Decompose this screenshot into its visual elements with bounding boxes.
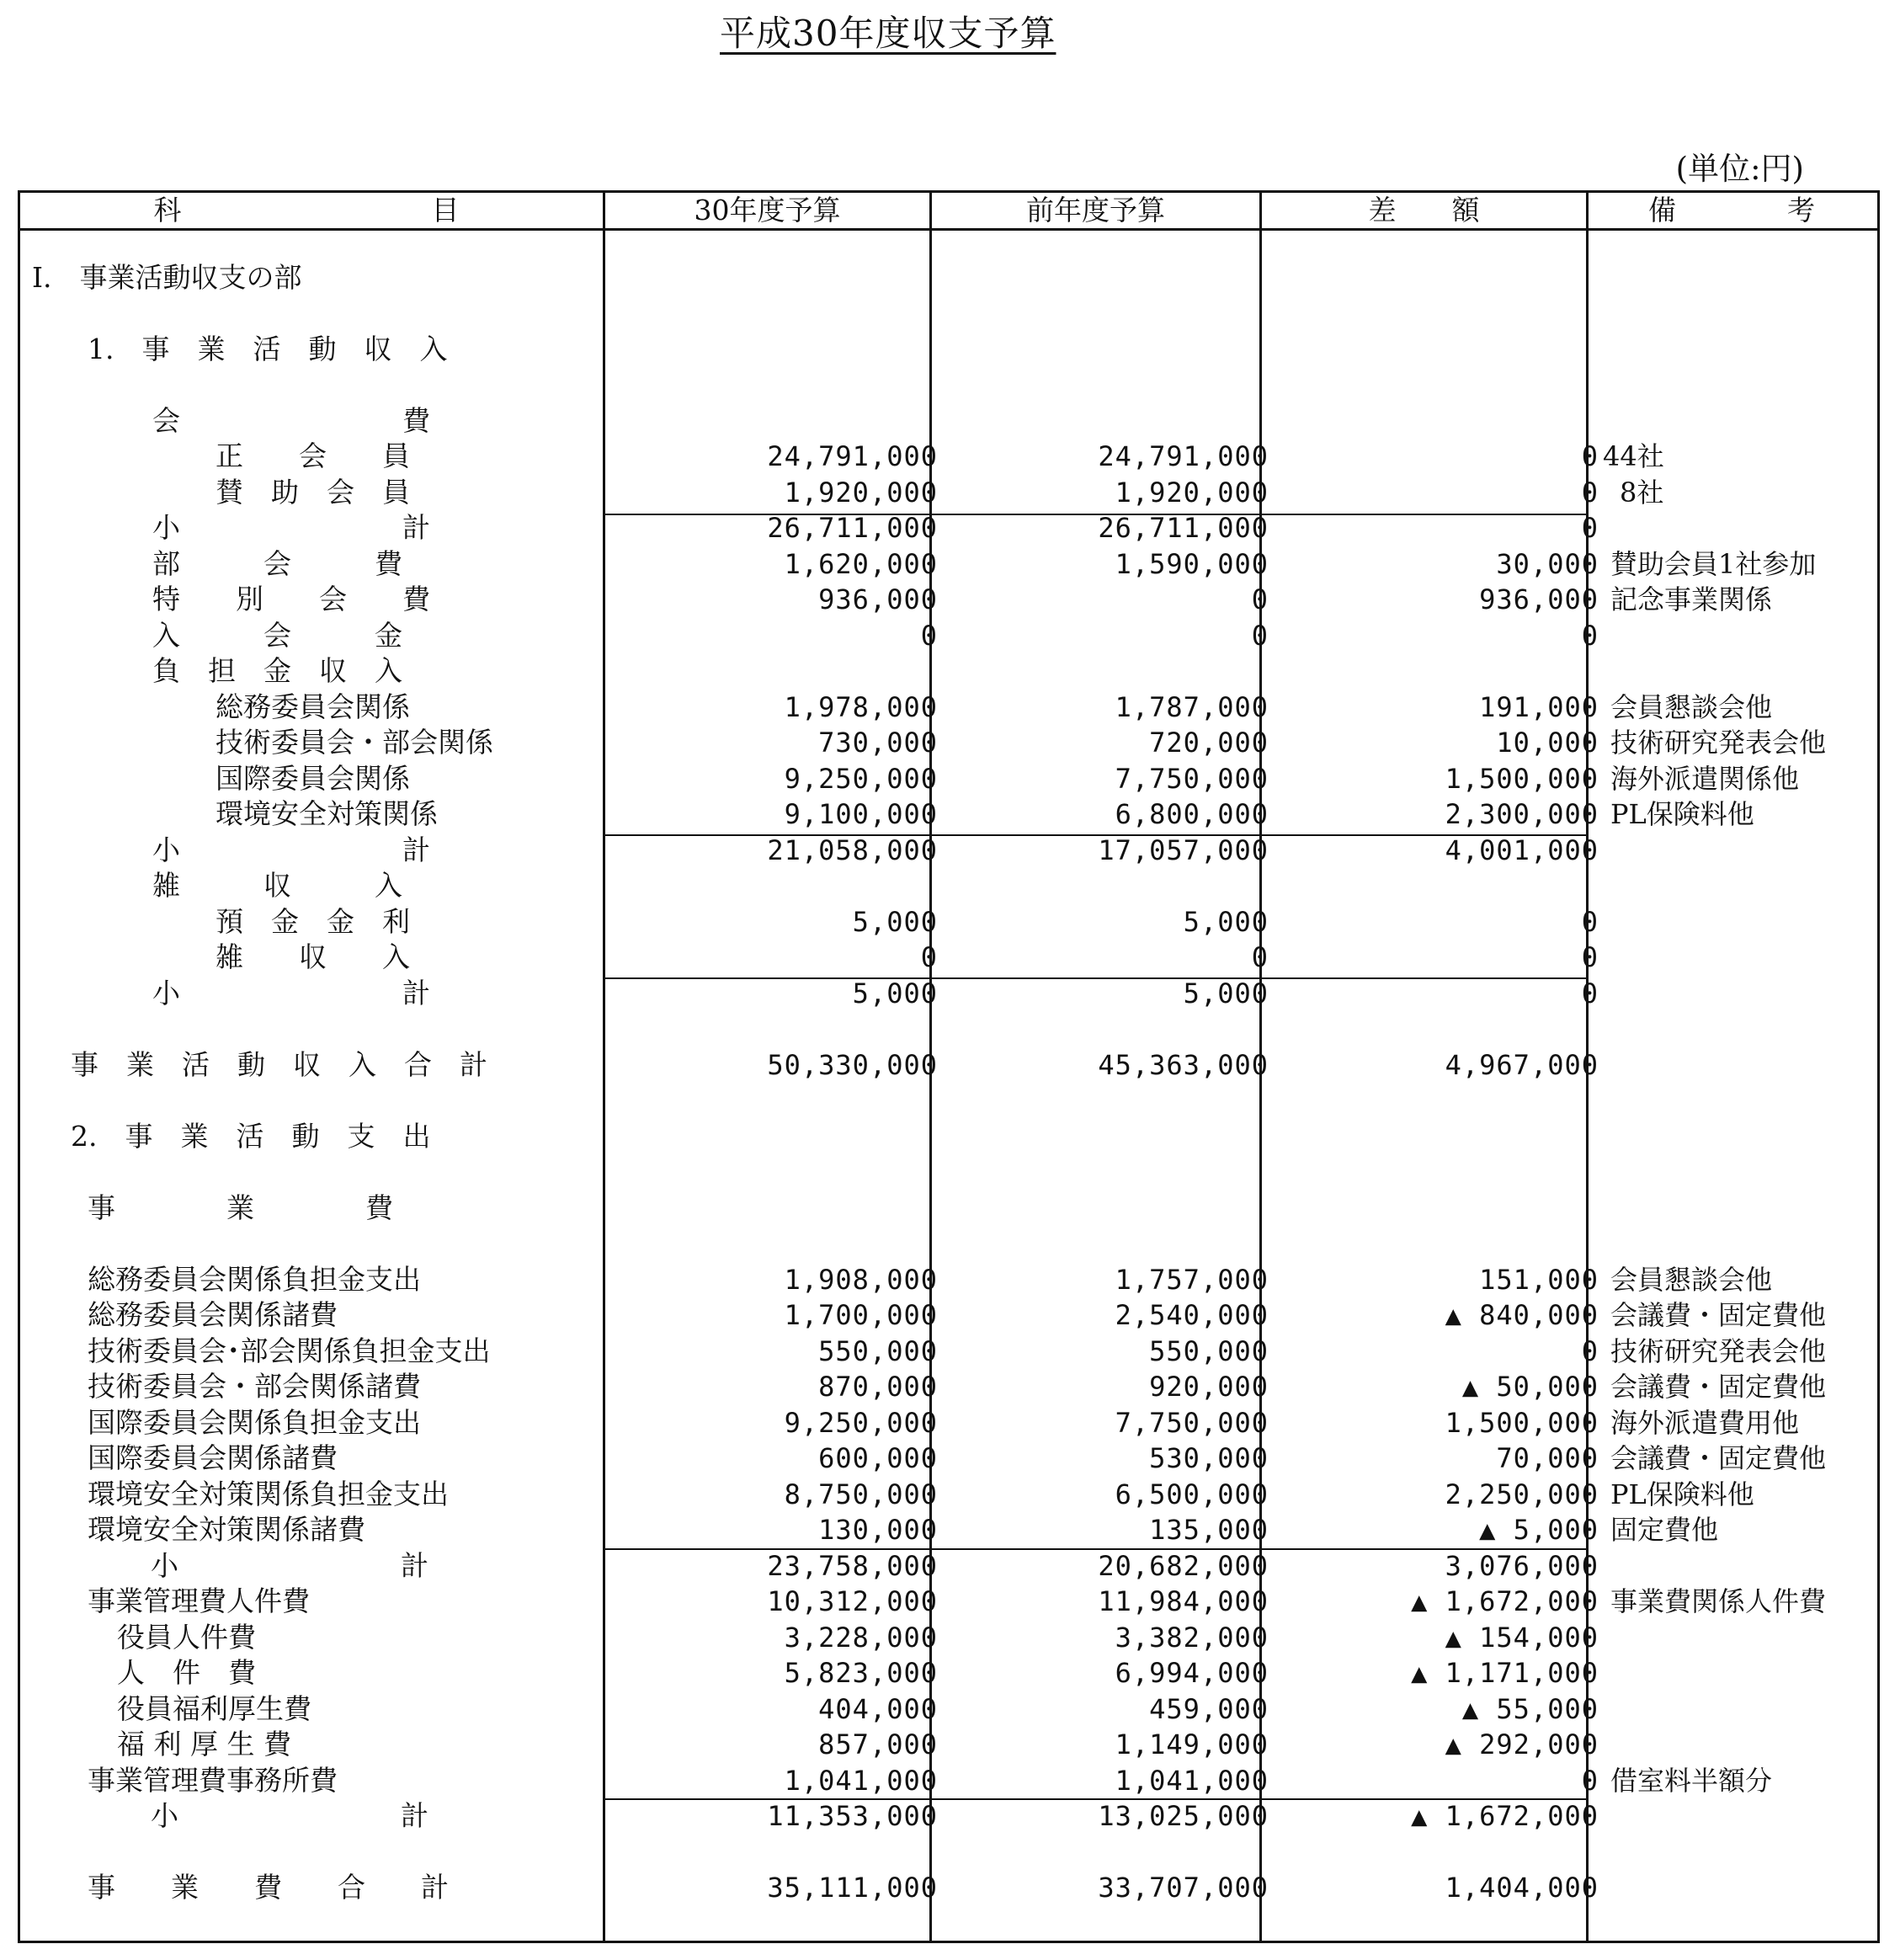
diff-value: 10,000 — [1496, 727, 1599, 759]
row-label: 事業管理費事務所費 — [88, 1764, 338, 1797]
note-value: 賛助会員1社参加 — [1610, 548, 1817, 580]
table-row — [20, 1727, 1882, 1762]
diff-value: ▲ 154,000 — [1445, 1622, 1599, 1654]
note-value: 会員懇談会他 — [1610, 1264, 1773, 1296]
diff-value: 151,000 — [1479, 1264, 1599, 1296]
diff-value: 70,000 — [1496, 1442, 1599, 1474]
row-label: 賛 助 会 員 — [216, 476, 410, 509]
note-value: 固定費他 — [1610, 1514, 1719, 1546]
budget-value: 9,100,000 — [784, 798, 938, 830]
table-row — [20, 618, 1882, 653]
table-row — [20, 1584, 1882, 1619]
table-row — [20, 868, 1882, 903]
note-value: 会議費・固定費他 — [1610, 1299, 1827, 1331]
table-row — [20, 976, 1882, 1011]
row-label: 総務委員会関係負担金支出 — [88, 1263, 421, 1296]
row-label: 総務委員会関係諸費 — [88, 1298, 338, 1331]
budget-value: 0 — [920, 941, 938, 973]
diff-value: ▲ 840,000 — [1445, 1299, 1599, 1331]
prev-value: 1,149,000 — [1115, 1728, 1269, 1760]
note-value: 技術研究発表会他 — [1610, 1335, 1827, 1367]
prev-value: 13,025,000 — [1098, 1800, 1269, 1832]
budget-value: 3,228,000 — [784, 1622, 938, 1654]
prev-value: 11,984,000 — [1098, 1585, 1269, 1617]
row-label: 小 計 — [152, 977, 430, 1009]
row-label: 預 金 金 利 — [216, 905, 410, 938]
prev-value: 0 — [1251, 941, 1269, 973]
note-value: 技術研究発表会他 — [1610, 727, 1827, 759]
row-label: 国際委員会関係 — [216, 762, 410, 795]
row-label: 総務委員会関係 — [216, 690, 410, 723]
row-label: 福 利 厚 生 費 — [117, 1728, 291, 1760]
prev-value: 1,590,000 — [1115, 548, 1269, 580]
prev-value: 135,000 — [1149, 1514, 1269, 1546]
diff-value: 0 — [1581, 1765, 1599, 1797]
prev-value: 6,500,000 — [1115, 1478, 1269, 1510]
diff-value: ▲ 292,000 — [1445, 1728, 1599, 1760]
prev-value: 5,000 — [1183, 977, 1269, 1009]
row-label: 正 会 員 — [216, 439, 410, 472]
prev-value: 6,994,000 — [1115, 1657, 1269, 1689]
prev-value: 1,041,000 — [1115, 1765, 1269, 1797]
table-row — [20, 1405, 1882, 1441]
table-row — [20, 1190, 1882, 1226]
row-label: 小 計 — [152, 511, 430, 544]
row-label: 部 会 費 — [152, 547, 402, 580]
diff-value: ▲ 5,000 — [1479, 1514, 1599, 1546]
row-label: 事 業 活 動 収 入 合 計 — [71, 1048, 487, 1081]
prev-value: 45,363,000 — [1098, 1049, 1269, 1081]
table-row — [20, 546, 1882, 582]
prev-value: 1,757,000 — [1115, 1264, 1269, 1296]
budget-value: 5,000 — [852, 977, 938, 1009]
table-row — [20, 1262, 1882, 1297]
table-row — [20, 475, 1882, 510]
table-row — [20, 1369, 1882, 1404]
prev-value: 530,000 — [1149, 1442, 1269, 1474]
table-row — [20, 796, 1882, 832]
table-row — [20, 1512, 1882, 1547]
row-label: 入 会 金 — [152, 619, 402, 652]
prev-value: 0 — [1251, 583, 1269, 615]
table-row — [20, 690, 1882, 725]
budget-value: 1,978,000 — [784, 691, 938, 723]
row-label: 国際委員会関係諸費 — [88, 1441, 338, 1474]
row-label: 役員福利厚生費 — [117, 1692, 311, 1725]
diff-value: 0 — [1581, 941, 1599, 973]
budget-value: 857,000 — [818, 1728, 938, 1760]
table-row — [20, 1119, 1882, 1154]
budget-value: 1,920,000 — [784, 477, 938, 509]
prev-value: 920,000 — [1149, 1371, 1269, 1403]
header-prev: 前年度予算 — [1026, 194, 1165, 226]
diff-value: 3,076,000 — [1445, 1550, 1599, 1582]
note-value: 事業費関係人件費 — [1610, 1585, 1827, 1617]
diff-value: 936,000 — [1479, 583, 1599, 615]
table-row — [20, 940, 1882, 975]
note-value: 記念事業関係 — [1610, 583, 1773, 615]
diff-value: 1,500,000 — [1445, 1407, 1599, 1439]
budget-value: 936,000 — [818, 583, 938, 615]
table-row — [20, 833, 1882, 868]
budget-value: 550,000 — [818, 1335, 938, 1367]
prev-value: 5,000 — [1183, 906, 1269, 938]
row-label: 環境安全対策関係負担金支出 — [88, 1478, 449, 1510]
diff-value: ▲ 1,171,000 — [1411, 1657, 1599, 1689]
diff-value: ▲ 55,000 — [1461, 1693, 1599, 1725]
table-row — [20, 1763, 1882, 1798]
header-budget: 30年度予算 — [694, 194, 841, 226]
prev-value: 20,682,000 — [1098, 1550, 1269, 1582]
budget-value: 23,758,000 — [767, 1550, 938, 1582]
diff-value: 191,000 — [1479, 691, 1599, 723]
prev-value: 459,000 — [1149, 1693, 1269, 1725]
budget-value: 1,700,000 — [784, 1299, 938, 1331]
budget-value: 11,353,000 — [767, 1800, 938, 1832]
budget-value: 24,791,000 — [767, 440, 938, 472]
table-row — [20, 510, 1882, 546]
budget-value: 9,250,000 — [784, 763, 938, 795]
row-label: 技術委員会・部会関係諸費 — [88, 1370, 421, 1403]
row-label: 事業管理費人件費 — [88, 1585, 310, 1617]
note-value: PL保険料他 — [1610, 798, 1754, 830]
row-label: 特 別 会 費 — [152, 583, 430, 615]
budget-value: 870,000 — [818, 1371, 938, 1403]
header-divider — [20, 228, 1877, 231]
diff-value: ▲ 1,672,000 — [1411, 1585, 1599, 1617]
note-value: 会議費・固定費他 — [1610, 1371, 1827, 1403]
prev-value: 33,707,000 — [1098, 1872, 1269, 1904]
row-label: Ⅰ. 事業活動収支の部 — [32, 261, 302, 294]
table-row — [20, 439, 1882, 474]
row-label: 人 件 費 — [117, 1656, 256, 1689]
budget-value: 10,312,000 — [767, 1585, 938, 1617]
diff-value: 4,001,000 — [1445, 834, 1599, 866]
diff-value: 0 — [1581, 620, 1599, 652]
budget-value: 5,000 — [852, 906, 938, 938]
prev-value: 550,000 — [1149, 1335, 1269, 1367]
table-row — [20, 1691, 1882, 1727]
diff-value: 1,500,000 — [1445, 763, 1599, 795]
row-label: 小 計 — [152, 834, 430, 866]
budget-table — [18, 190, 1880, 1943]
diff-value: 4,967,000 — [1445, 1049, 1599, 1081]
table-row — [20, 1297, 1882, 1333]
row-label: 雑 収 入 — [216, 940, 410, 973]
table-row — [20, 1620, 1882, 1655]
header-diff: 差 額 — [1368, 194, 1480, 226]
budget-value: 35,111,000 — [767, 1872, 938, 1904]
note-value: 借室料半額分 — [1610, 1765, 1773, 1797]
note-value: 8社 — [1620, 477, 1664, 509]
prev-value: 7,750,000 — [1115, 763, 1269, 795]
prev-value: 3,382,000 — [1115, 1622, 1269, 1654]
prev-value: 17,057,000 — [1098, 834, 1269, 866]
budget-value: 50,330,000 — [767, 1049, 938, 1081]
row-label: 小 計 — [151, 1549, 428, 1582]
diff-value: 0 — [1581, 906, 1599, 938]
table-row — [20, 1334, 1882, 1369]
table-row — [20, 1798, 1882, 1834]
note-value: 海外派遣関係他 — [1610, 763, 1800, 795]
budget-value: 600,000 — [818, 1442, 938, 1474]
row-label: 国際委員会関係負担金支出 — [88, 1406, 421, 1439]
prev-value: 24,791,000 — [1098, 440, 1269, 472]
diff-value: 1,404,000 — [1445, 1872, 1599, 1904]
row-label: 会 費 — [152, 404, 430, 437]
prev-value: 2,540,000 — [1115, 1299, 1269, 1331]
row-label: 小 計 — [151, 1799, 428, 1832]
row-label: 技術委員会･部会関係負担金支出 — [88, 1334, 491, 1367]
document-title: 平成30年度収支予算 — [720, 13, 1056, 54]
table-row — [20, 260, 1882, 296]
table-row — [20, 725, 1882, 760]
table-row — [20, 332, 1882, 367]
diff-value: ▲ 50,000 — [1461, 1371, 1599, 1403]
row-label: 環境安全対策関係 — [216, 797, 438, 830]
row-label: 1. 事 業 活 動 収 入 — [88, 333, 448, 365]
prev-value: 0 — [1251, 620, 1269, 652]
diff-value: 0 — [1581, 440, 1599, 472]
diff-value: 2,250,000 — [1445, 1478, 1599, 1510]
note-value: 海外派遣費用他 — [1610, 1407, 1800, 1439]
row-label: 雑 収 入 — [152, 869, 402, 902]
budget-value: 5,823,000 — [784, 1657, 938, 1689]
unit-label: (単位:円) — [1675, 151, 1804, 187]
header-note: 備 考 — [1648, 194, 1815, 226]
prev-value: 720,000 — [1149, 727, 1269, 759]
prev-value: 7,750,000 — [1115, 1407, 1269, 1439]
table-row — [20, 1655, 1882, 1691]
diff-value: 0 — [1581, 477, 1599, 509]
table-row — [20, 1870, 1882, 1905]
row-label: 2. 事 業 活 動 支 出 — [71, 1120, 431, 1153]
prev-value: 1,920,000 — [1115, 477, 1269, 509]
table-row — [20, 582, 1882, 617]
header-subject: 科 目 — [153, 194, 460, 226]
table-row — [20, 653, 1882, 689]
table-row — [20, 761, 1882, 796]
budget-value: 8,750,000 — [784, 1478, 938, 1510]
prev-value: 6,800,000 — [1115, 798, 1269, 830]
note-value: PL保険料他 — [1610, 1478, 1754, 1510]
table-row — [20, 1548, 1882, 1584]
diff-value: 0 — [1581, 512, 1599, 544]
budget-value: 0 — [920, 620, 938, 652]
row-label: 役員人件費 — [117, 1621, 256, 1654]
budget-value: 1,041,000 — [784, 1765, 938, 1797]
budget-value: 404,000 — [818, 1693, 938, 1725]
diff-value: 0 — [1581, 977, 1599, 1009]
diff-value: ▲ 1,672,000 — [1411, 1800, 1599, 1832]
note-value: 44社 — [1603, 440, 1664, 472]
budget-value: 730,000 — [818, 727, 938, 759]
budget-value: 130,000 — [818, 1514, 938, 1546]
budget-value: 9,250,000 — [784, 1407, 938, 1439]
note-value: 会議費・固定費他 — [1610, 1442, 1827, 1474]
budget-value: 26,711,000 — [767, 512, 938, 544]
table-row — [20, 904, 1882, 940]
row-label: 事 業 費 合 計 — [88, 1871, 449, 1904]
row-label: 負 担 金 収 入 — [152, 654, 402, 687]
table-row — [20, 1047, 1882, 1083]
row-label: 環境安全対策関係諸費 — [88, 1513, 365, 1546]
table-row — [20, 403, 1882, 439]
row-label: 事 業 費 — [88, 1191, 393, 1224]
diff-value: 0 — [1581, 1335, 1599, 1367]
table-row — [20, 1441, 1882, 1476]
row-label: 技術委員会・部会関係 — [216, 726, 493, 759]
budget-value: 21,058,000 — [767, 834, 938, 866]
note-value: 会員懇談会他 — [1610, 691, 1773, 723]
budget-value: 1,908,000 — [784, 1264, 938, 1296]
diff-value: 30,000 — [1496, 548, 1599, 580]
diff-value: 2,300,000 — [1445, 798, 1599, 830]
budget-value: 1,620,000 — [784, 548, 938, 580]
prev-value: 26,711,000 — [1098, 512, 1269, 544]
prev-value: 1,787,000 — [1115, 691, 1269, 723]
table-row — [20, 1477, 1882, 1512]
